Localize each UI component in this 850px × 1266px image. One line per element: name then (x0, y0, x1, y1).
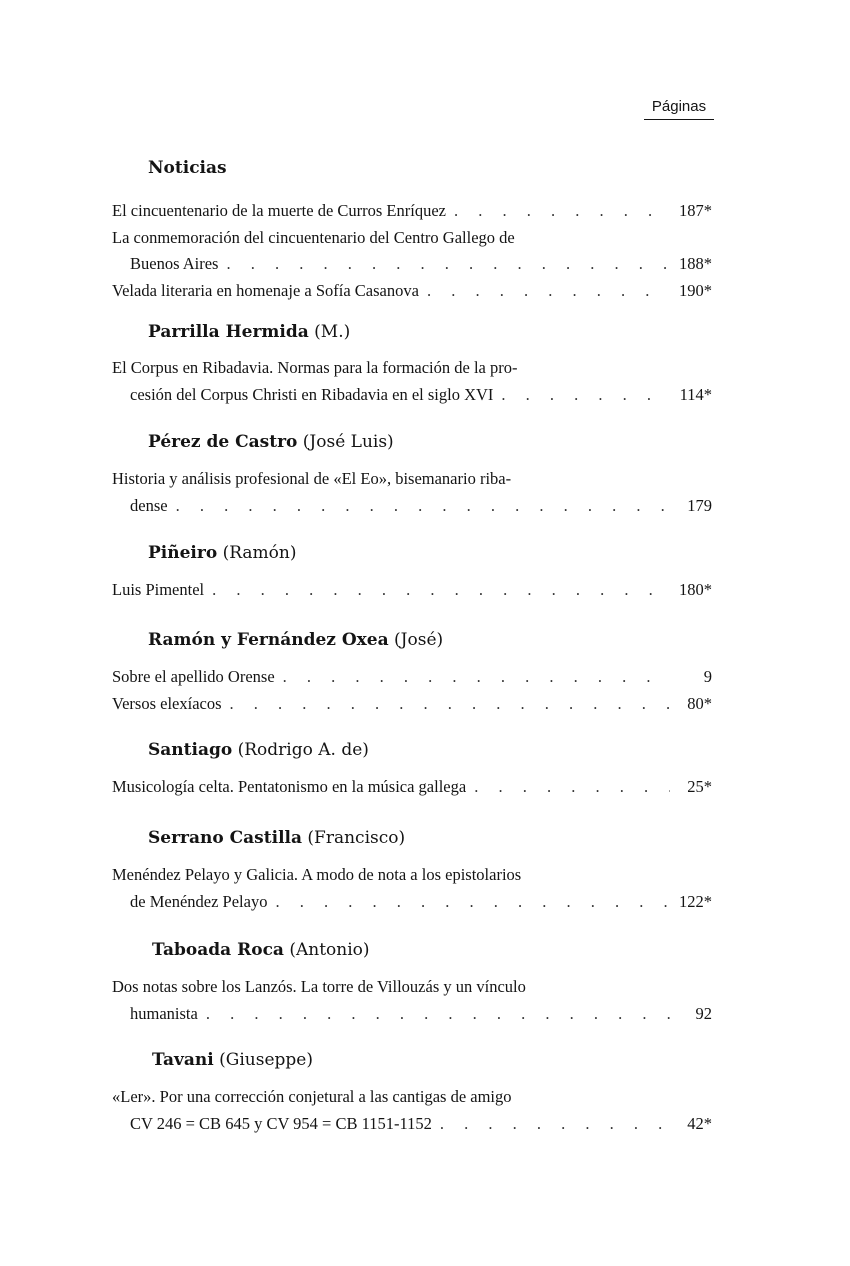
entry-list (112, 466, 712, 519)
toc-entry-line (112, 466, 712, 493)
author-heading (152, 940, 370, 960)
entry-title-cont: dense (130, 495, 168, 515)
page-number: 180* (679, 580, 712, 599)
entry-list (112, 774, 712, 801)
author-given-name: (Ramón) (222, 543, 297, 563)
toc-entry (112, 664, 712, 691)
author-heading (152, 1050, 313, 1070)
toc-entry-line (112, 1084, 712, 1111)
entry-list (112, 862, 712, 915)
entry-title: Sobre el apellido Orense (112, 667, 275, 686)
toc-entry-line (112, 862, 712, 889)
entry-title: «Ler». Por una corrección conjetural a las cantigas de amigo (112, 1087, 512, 1106)
author-given-name: (Giuseppe) (219, 1050, 313, 1070)
author-given-name: (José) (394, 630, 444, 650)
toc-entry-line (112, 355, 712, 382)
toc-entry (112, 774, 712, 801)
entry-list (112, 355, 712, 408)
entry-title: El cincuentenario de la muerte de Curros Enríquez (112, 201, 446, 220)
entry-title: Versos elexíacos (112, 693, 222, 713)
entry-title: Historia y análisis profesional de «El Eo», bisemanario riba- (112, 469, 512, 488)
toc-entry (112, 1001, 712, 1028)
entry-list (112, 974, 712, 1027)
author-surname: Serrano Castilla (148, 828, 302, 848)
author-surname: Piñeiro (148, 543, 218, 563)
toc-entry (112, 1111, 712, 1138)
toc-entry (112, 198, 712, 225)
author-heading (148, 543, 296, 563)
entry-title: El Corpus en Ribadavia. Normas para la formación de la pro- (112, 358, 518, 377)
entry-list (112, 198, 712, 304)
page-number: 122* (679, 891, 712, 911)
entry-title: Dos notas sobre los Lanzós. La torre de Villouzás y un vínculo (112, 977, 526, 996)
author-given-name: (José Luis) (302, 432, 394, 452)
page-number: 80* (687, 693, 712, 713)
author-surname: Tavani (152, 1050, 214, 1070)
author-surname: Noticias (148, 158, 227, 178)
toc-entry (112, 577, 712, 604)
entry-title-cont: humanista (130, 1003, 198, 1023)
page-number: 187* (679, 201, 712, 220)
entry-list (112, 1084, 712, 1137)
toc-entry-line (112, 225, 712, 252)
entry-title-cont: de Menéndez Pelayo (130, 891, 268, 911)
toc-entry (112, 278, 712, 305)
page-number: 190* (679, 280, 712, 300)
page-number: 25* (687, 777, 712, 796)
entry-title: Luis Pimentel (112, 580, 205, 599)
toc-entry (112, 382, 712, 409)
entry-title: La conmemoración del cincuentenario del Centro Gallego de (112, 227, 515, 247)
section-heading (148, 158, 227, 178)
page-number: 92 (695, 1003, 712, 1023)
page-number: 114* (679, 384, 712, 404)
author-given-name: (Francisco) (307, 828, 406, 848)
toc-entry (112, 251, 712, 278)
author-surname: Taboada Roca (152, 940, 284, 960)
entry-title: Musicología celta. Pentatonismo en la música gallega (112, 777, 467, 796)
page-number: 9 (703, 667, 712, 686)
page-number: 188* (679, 254, 712, 273)
author-given-name: (Antonio) (289, 940, 370, 960)
author-surname: Parrilla Hermida (148, 322, 309, 342)
entry-list (112, 664, 712, 717)
author-heading (148, 432, 394, 452)
page-column-label: Páginas (644, 98, 714, 120)
entry-title-cont: cesión del Corpus Christi en Ribadavia en el siglo XVI (130, 384, 494, 404)
entry-title: Menéndez Pelayo y Galicia. A modo de nota a los epistolarios (112, 865, 522, 884)
author-surname: Santiago (148, 740, 233, 760)
toc-entry (112, 691, 712, 718)
entry-title: Velada literaria en homenaje a Sofía Casanova (112, 280, 419, 300)
page-number: 179 (687, 495, 712, 515)
page-number: 42* (687, 1113, 712, 1133)
toc-entry (112, 493, 712, 520)
author-heading (148, 740, 369, 760)
author-surname: Ramón y Fernández Oxea (148, 630, 389, 650)
entry-title-cont: Buenos Aires (130, 254, 219, 273)
author-heading (148, 828, 405, 848)
toc-entry-line (112, 974, 712, 1001)
author-heading (148, 322, 350, 342)
author-given-name: (Rodrigo A. de) (237, 740, 369, 760)
toc-entry (112, 889, 712, 916)
author-surname: Pérez de Castro (148, 432, 298, 452)
author-heading (148, 630, 443, 650)
author-given-name: (M.) (314, 322, 351, 342)
entry-title-cont: CV 246 = CB 645 y CV 954 = CB 1151-1152 (130, 1113, 432, 1133)
entry-list (112, 577, 712, 604)
